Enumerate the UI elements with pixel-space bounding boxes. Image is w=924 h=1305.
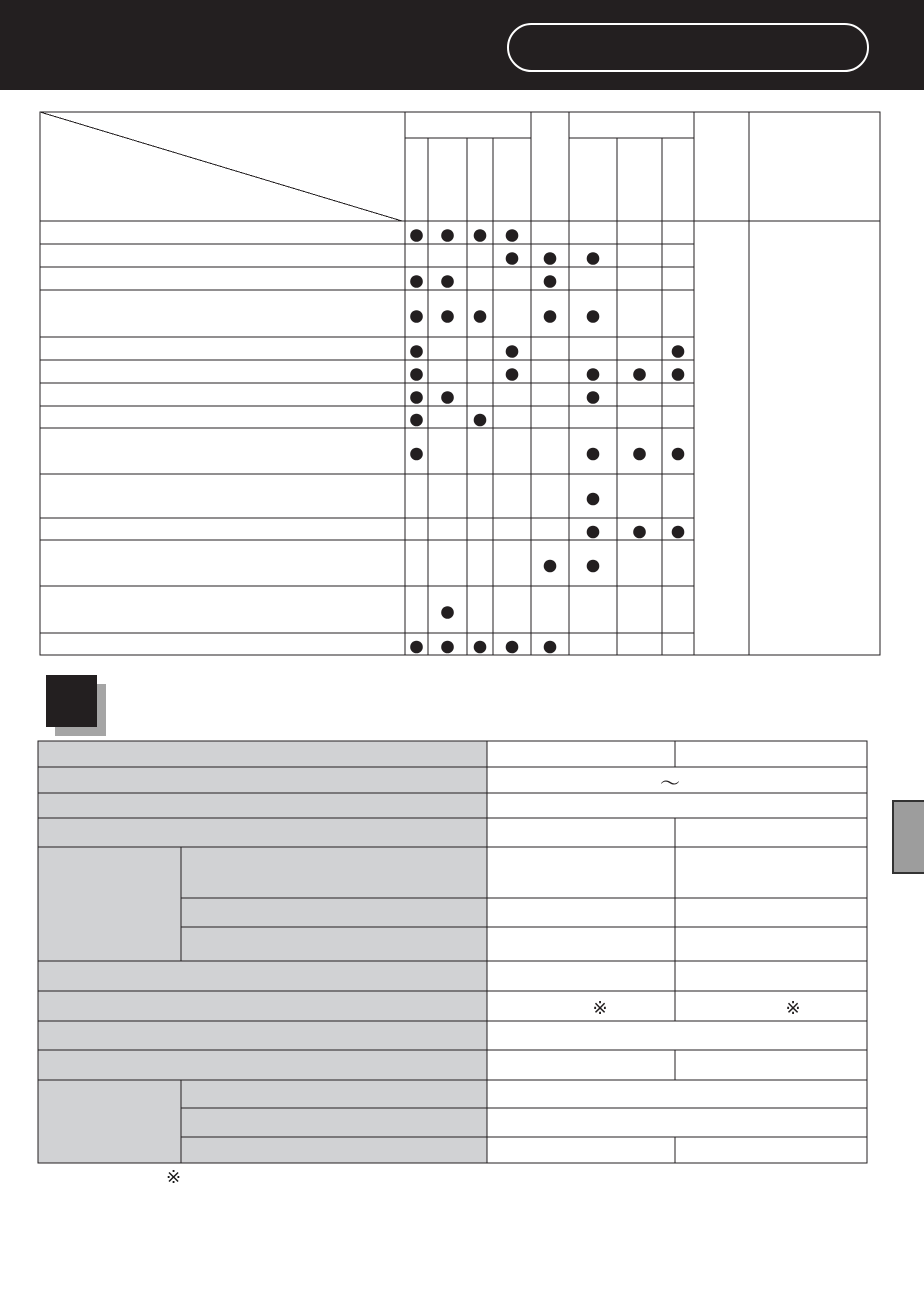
dot-icon bbox=[544, 560, 557, 573]
dot-icon bbox=[410, 414, 423, 427]
dot-icon bbox=[410, 368, 423, 381]
section-marker bbox=[46, 675, 97, 727]
dot-icon bbox=[587, 560, 600, 573]
dot-icon bbox=[441, 391, 454, 404]
dot-icon bbox=[441, 229, 454, 242]
dot-icon bbox=[544, 310, 557, 323]
dot-icon bbox=[587, 391, 600, 404]
dot-icon bbox=[633, 526, 646, 539]
dot-icon bbox=[587, 310, 600, 323]
dot-icon bbox=[474, 229, 487, 242]
dot-icon bbox=[474, 310, 487, 323]
dot-icon bbox=[544, 275, 557, 288]
dot-icon bbox=[441, 606, 454, 619]
dot-icon bbox=[410, 275, 423, 288]
dot-icon bbox=[587, 526, 600, 539]
dot-icon bbox=[441, 641, 454, 654]
dot-icon bbox=[672, 448, 685, 461]
dot-icon bbox=[506, 345, 519, 358]
dot-icon bbox=[410, 641, 423, 654]
dot-icon bbox=[544, 252, 557, 265]
dot-icon bbox=[410, 229, 423, 242]
matrix-diagonal bbox=[40, 112, 402, 221]
dot-icon bbox=[474, 641, 487, 654]
reference-mark-icon: ※ bbox=[166, 1167, 182, 1187]
reference-mark-icon: ※ bbox=[785, 998, 801, 1019]
dot-icon bbox=[410, 448, 423, 461]
dot-icon bbox=[506, 641, 519, 654]
dot-icon bbox=[506, 229, 519, 242]
dot-icon bbox=[410, 391, 423, 404]
dot-icon bbox=[672, 345, 685, 358]
dot-icon bbox=[474, 414, 487, 427]
dot-icon bbox=[441, 310, 454, 323]
dot-icon bbox=[672, 526, 685, 539]
dot-icon bbox=[633, 448, 646, 461]
dot-icon bbox=[544, 641, 557, 654]
specifications-table bbox=[38, 741, 867, 1163]
tilde-glyph: ～ bbox=[660, 771, 680, 795]
dot-icon bbox=[587, 493, 600, 506]
side-index-tab[interactable] bbox=[892, 800, 924, 874]
dot-icon bbox=[410, 310, 423, 323]
dot-icon bbox=[506, 368, 519, 381]
dot-icon bbox=[672, 368, 685, 381]
dot-icon bbox=[633, 368, 646, 381]
dot-icon bbox=[506, 252, 519, 265]
dot-icon bbox=[587, 368, 600, 381]
reference-mark-icon: ※ bbox=[592, 998, 608, 1019]
dot-icon bbox=[410, 345, 423, 358]
dot-icon bbox=[587, 252, 600, 265]
dot-icon bbox=[587, 448, 600, 461]
compatibility-matrix bbox=[40, 112, 880, 655]
spec-label-bg bbox=[38, 741, 487, 1163]
dot-icon bbox=[441, 275, 454, 288]
